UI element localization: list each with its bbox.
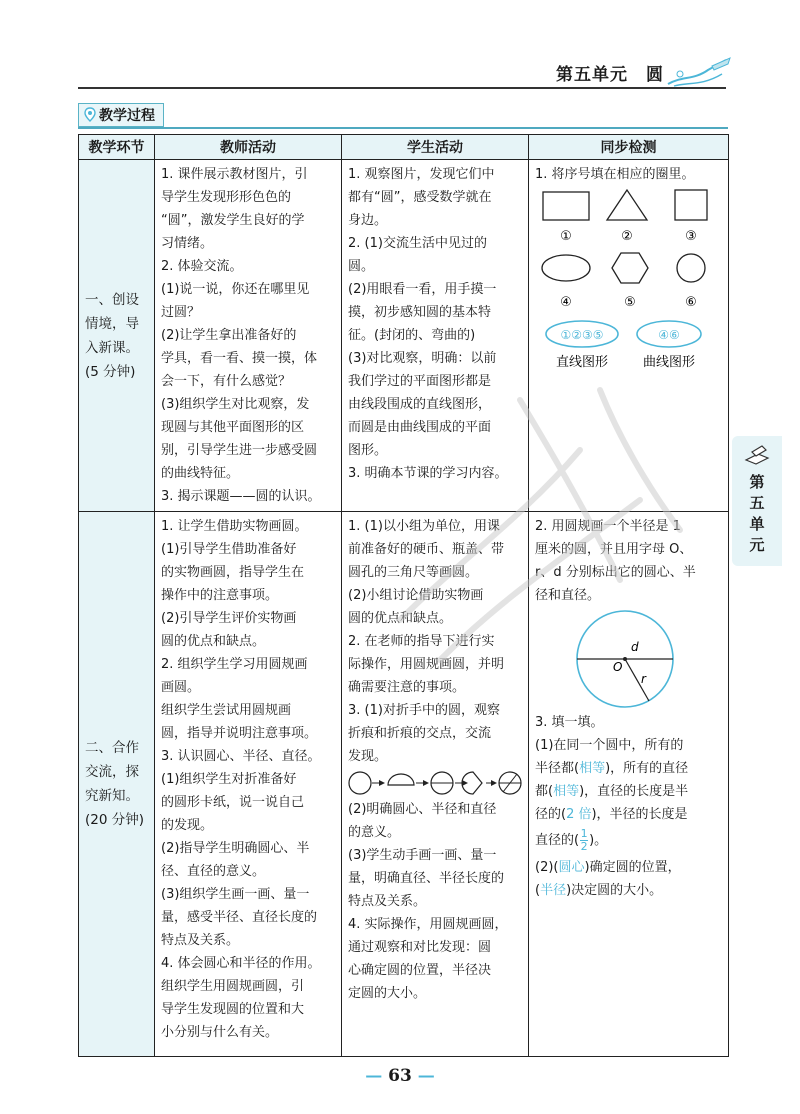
circle-step-1 (349, 772, 371, 794)
label-r: r (641, 672, 646, 686)
answer-blank: 圆心 (558, 860, 585, 875)
circle-shape (677, 254, 705, 282)
hexagon-shape (612, 253, 648, 283)
unit-title: 第五单元 圆 (556, 65, 664, 85)
check-cell (529, 160, 729, 512)
col-header-student: 学生活动 (342, 135, 529, 160)
square-shape (675, 190, 707, 220)
student-activity-cell: 1. (1)以小组为单位，用课 前准备好的硬币、瓶盖、带 圆孔的三角尺等画圆。 (2)小组讨论借助实物画 圆的优点和缺点。 2. 在老师的指导下进行实 际操作，用圆规画圆，并明 确需要注意的事项。 3. (1)对折手中的圆，观察 折痕和折痕的交点，交流 发现。 (2)明确圆心、半径和直径 的意义。 (3)学生动手画一画、量一 量，明确直径、半径长度的 特点及关系。 4. 实际操作，用圆规画圆， 通过观察和对比发现：圆 心确定圆的位置，半径决 定圆的大小。 (342, 512, 529, 1057)
circle-diagram (535, 607, 723, 711)
table-header-row (79, 135, 729, 160)
shape-number: ⑤ (624, 295, 636, 310)
shape-number: ⑥ (685, 295, 697, 310)
stage-cell: 一、创设 情境，导 入新课。 (5 分钟) (79, 160, 155, 512)
header-rule (78, 87, 726, 89)
answer-blank: 2 倍 (566, 807, 592, 822)
table-row (79, 160, 729, 512)
label-straight: 直线图形 (555, 355, 609, 370)
answer-blank: 相等 (579, 761, 606, 776)
shape-number: ① (560, 229, 572, 244)
semicircle-step-2 (388, 774, 414, 785)
section-label-text: 教学过程 (99, 108, 155, 124)
ellipse-shape (542, 255, 590, 281)
check-cell: 2. 用圆规画一个半径是 1 厘米的圆，并且用字母 O、 r、d 分别标出它的圆心、半 径和直径。 d O r 3. 填一填。 (1)在同一个圆中，所有的 半径都(相等)，所有的直径 都(相等)，直径的长度是半 径的(2 倍)，半径的长度是 直径的( $\frac{1}{2}$ )。 (2)(圆心)确定圆的位置， (半径)决定圆的大小。 (529, 512, 729, 1057)
pen-decoration-icon (664, 56, 734, 90)
center-point (623, 657, 627, 661)
col-header-teacher: 教师活动 (155, 135, 342, 160)
side-tab-text: 第 五 单 元 (749, 473, 765, 554)
question-2: 2. 用圆规画一个半径是 1 (535, 519, 681, 534)
answer-blank: 相等 (553, 784, 580, 799)
shape-number: ③ (685, 229, 697, 244)
answer-curve: ④⑥ (658, 328, 680, 342)
teacher-activity-cell: 1. 课件展示教材图片，引 导学生发现形形色色的 “圆”，激发学生良好的学 习情绪。 2. 体验交流。 (1)说一说，你还在哪里见 过圆？ (2)让学生拿出准备好的 学具，看一看、摸一摸，体 会一下，有什么感觉？ (3)组织学生对比观察，发 现圆与其他平面图形的区 别，引导学生进一步感受圆 的曲线特征。 3. 揭示课题——圆的认识。 (155, 160, 342, 512)
table-row (79, 512, 729, 1057)
question-3: 3. 填一填。 (535, 715, 604, 730)
folding-sequence-diagram (348, 768, 524, 798)
label-curve: 曲线图形 (642, 355, 696, 370)
section-rule (78, 127, 728, 129)
teacher-activity-cell: 1. 让学生借助实物画圆。 (1)引导学生借助准备好 的实物画圆，指导学生在 操作中的注意事项。 (2)引导学生评价实物画 圆的优点和缺点。 2. 组织学生学习用圆规画 画圆。 组织学生尝试用圆规画 圆，指导并说明注意事项。 3. 认识圆心、半径、直径。 (1)组织学生对折准备好 的圆形卡纸，说一说自己 的发现。 (2)指导学生明确圆心、半 径、直径的意义。 (3)组织学生画一画、量一 量，感受半径、直径长度的 特点及关系。 4. 体会圆心和半径的作用。 组织学生用圆规画圆，引 导学生发现圆的位置和大 小分别与什么有关。 (155, 512, 342, 1057)
pin-icon (83, 107, 97, 123)
book-icon (744, 442, 770, 466)
question-1: 1. 将序号填在相应的圈里。 (535, 167, 695, 182)
student-activity-cell: 1. 观察图片，发现它们中 都有“圆”，感受数学就在 身边。 2. (1)交流生活中见过的 圆。 (2)用眼看一看，用手摸一 摸，初步感知圆的基本特 征。(封闭的、弯曲的) (3)对比观察，明确：以前 我们学过的平面图形都是 由线段围成的直线图形， 而圆是由曲线围成的平面 图形。 3. 明确本节课的学习内容。 (342, 160, 529, 512)
unit-side-tab (732, 436, 782, 566)
shapes-diagram (535, 186, 723, 376)
page-header (0, 0, 800, 100)
fraction-answer: $\frac{1}{2}$ (580, 827, 588, 853)
label-o: O (613, 660, 623, 674)
shape-number: ④ (560, 295, 572, 310)
page-number: — 63 — (365, 1066, 435, 1086)
triangle-shape (607, 190, 647, 220)
col-header-stage: 教学环节 (79, 135, 155, 160)
section-label (78, 103, 164, 127)
rectangle-shape (543, 192, 589, 220)
col-header-check: 同步检测 (529, 135, 729, 160)
lesson-table (78, 134, 729, 1057)
answer-straight: ①②③⑤ (560, 328, 604, 342)
shape-number: ② (621, 229, 633, 244)
answer-blank: 半径 (540, 883, 567, 898)
stage-cell: 二、合作 交流，探 究新知。 (20 分钟) (79, 512, 155, 1057)
label-d: d (631, 640, 639, 654)
